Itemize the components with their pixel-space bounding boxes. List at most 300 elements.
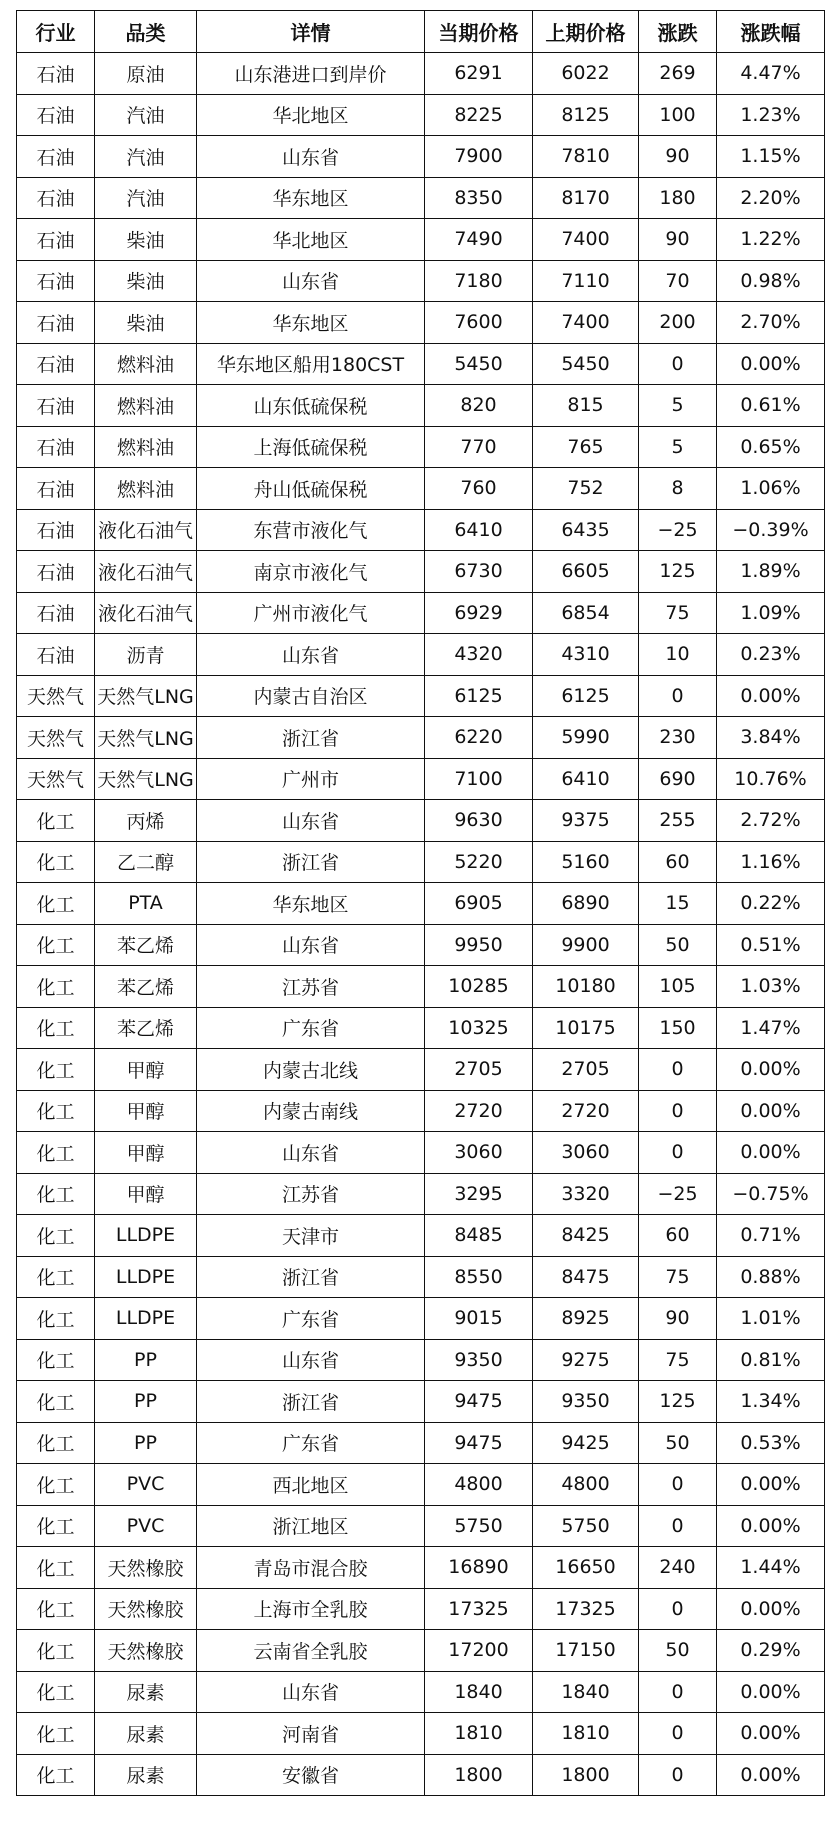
cell-detail: 舟山低硫保税 — [197, 468, 425, 510]
cell-previous-price: 6435 — [533, 509, 639, 551]
table-row — [17, 1007, 825, 1049]
cell-change: 8 — [639, 468, 717, 510]
cell-previous-price: 5990 — [533, 717, 639, 759]
cell-industry: 化工 — [17, 1215, 95, 1257]
cell-previous-price: 8425 — [533, 1215, 639, 1257]
cell-category: 苯乙烯 — [95, 924, 197, 966]
table-row — [17, 385, 825, 427]
cell-change: 200 — [639, 302, 717, 344]
cell-industry: 石油 — [17, 592, 95, 634]
cell-change-percent: 1.01% — [717, 1298, 825, 1340]
cell-change: 240 — [639, 1547, 717, 1589]
cell-change-percent: 4.47% — [717, 53, 825, 95]
cell-detail: 广州市液化气 — [197, 592, 425, 634]
cell-change: 0 — [639, 1713, 717, 1755]
cell-change-percent: 1.47% — [717, 1007, 825, 1049]
cell-change: 75 — [639, 1256, 717, 1298]
cell-industry: 化工 — [17, 800, 95, 842]
table-row — [17, 1422, 825, 1464]
header-industry: 行业 — [17, 11, 95, 53]
cell-change: 0 — [639, 1671, 717, 1713]
cell-change-percent: 0.22% — [717, 883, 825, 925]
cell-category: 尿素 — [95, 1671, 197, 1713]
cell-change-percent: 1.16% — [717, 841, 825, 883]
cell-category: PTA — [95, 883, 197, 925]
cell-previous-price: 815 — [533, 385, 639, 427]
table-row — [17, 1049, 825, 1091]
cell-category: 天然气LNG — [95, 758, 197, 800]
price-table-container — [16, 10, 824, 1796]
cell-industry: 化工 — [17, 841, 95, 883]
cell-previous-price: 16650 — [533, 1547, 639, 1589]
cell-previous-price: 6854 — [533, 592, 639, 634]
cell-change-percent: 0.00% — [717, 1090, 825, 1132]
cell-change: 0 — [639, 1132, 717, 1174]
cell-change-percent: 0.00% — [717, 1464, 825, 1506]
cell-current-price: 2720 — [425, 1090, 533, 1132]
cell-previous-price: 6890 — [533, 883, 639, 925]
cell-change: 10 — [639, 634, 717, 676]
cell-current-price: 3060 — [425, 1132, 533, 1174]
cell-detail: 江苏省 — [197, 966, 425, 1008]
cell-change: 70 — [639, 260, 717, 302]
price-table — [16, 10, 825, 1796]
table-row — [17, 634, 825, 676]
table-row — [17, 1173, 825, 1215]
cell-previous-price: 7110 — [533, 260, 639, 302]
cell-industry: 化工 — [17, 1505, 95, 1547]
cell-change-percent: −0.39% — [717, 509, 825, 551]
cell-industry: 石油 — [17, 302, 95, 344]
cell-change-percent: 1.23% — [717, 94, 825, 136]
cell-industry: 天然气 — [17, 717, 95, 759]
cell-change-percent: 3.84% — [717, 717, 825, 759]
cell-current-price: 760 — [425, 468, 533, 510]
cell-category: 液化石油气 — [95, 592, 197, 634]
cell-industry: 化工 — [17, 966, 95, 1008]
cell-change-percent: 0.00% — [717, 1049, 825, 1091]
cell-change-percent: 0.29% — [717, 1630, 825, 1672]
cell-change-percent: 0.00% — [717, 1588, 825, 1630]
cell-current-price: 6291 — [425, 53, 533, 95]
table-row — [17, 592, 825, 634]
cell-category: PP — [95, 1339, 197, 1381]
cell-change: 50 — [639, 924, 717, 966]
cell-industry: 化工 — [17, 1713, 95, 1755]
cell-change: 60 — [639, 1215, 717, 1257]
cell-current-price: 10285 — [425, 966, 533, 1008]
cell-industry: 化工 — [17, 1671, 95, 1713]
cell-current-price: 7180 — [425, 260, 533, 302]
cell-category: 燃料油 — [95, 468, 197, 510]
cell-industry: 化工 — [17, 1630, 95, 1672]
cell-detail: 华北地区 — [197, 219, 425, 261]
cell-change: 50 — [639, 1630, 717, 1672]
cell-current-price: 5450 — [425, 343, 533, 385]
table-row — [17, 343, 825, 385]
cell-category: 天然橡胶 — [95, 1588, 197, 1630]
cell-change: 60 — [639, 841, 717, 883]
table-row — [17, 1381, 825, 1423]
cell-previous-price: 17325 — [533, 1588, 639, 1630]
table-row — [17, 302, 825, 344]
cell-industry: 化工 — [17, 1173, 95, 1215]
cell-category: 燃料油 — [95, 385, 197, 427]
cell-current-price: 9950 — [425, 924, 533, 966]
cell-current-price: 4800 — [425, 1464, 533, 1506]
cell-current-price: 1840 — [425, 1671, 533, 1713]
cell-category: 燃料油 — [95, 343, 197, 385]
header-detail: 详情 — [197, 11, 425, 53]
cell-change: 255 — [639, 800, 717, 842]
cell-current-price: 8350 — [425, 177, 533, 219]
cell-category: 天然橡胶 — [95, 1630, 197, 1672]
cell-change: 125 — [639, 1381, 717, 1423]
cell-current-price: 5750 — [425, 1505, 533, 1547]
cell-industry: 天然气 — [17, 675, 95, 717]
cell-current-price: 8485 — [425, 1215, 533, 1257]
cell-category: 天然橡胶 — [95, 1547, 197, 1589]
cell-change-percent: 1.22% — [717, 219, 825, 261]
cell-change: 75 — [639, 1339, 717, 1381]
cell-industry: 化工 — [17, 1339, 95, 1381]
cell-change: 690 — [639, 758, 717, 800]
cell-previous-price: 7810 — [533, 136, 639, 178]
cell-category: 柴油 — [95, 302, 197, 344]
cell-industry: 石油 — [17, 94, 95, 136]
cell-change: 0 — [639, 1049, 717, 1091]
cell-category: 沥青 — [95, 634, 197, 676]
cell-category: 汽油 — [95, 177, 197, 219]
cell-change-percent: 0.53% — [717, 1422, 825, 1464]
cell-industry: 化工 — [17, 1754, 95, 1796]
table-row — [17, 1215, 825, 1257]
cell-change-percent: 0.00% — [717, 1754, 825, 1796]
cell-current-price: 9630 — [425, 800, 533, 842]
cell-current-price: 2705 — [425, 1049, 533, 1091]
cell-current-price: 8225 — [425, 94, 533, 136]
cell-detail: 山东省 — [197, 1132, 425, 1174]
cell-previous-price: 1840 — [533, 1671, 639, 1713]
cell-change-percent: 1.06% — [717, 468, 825, 510]
table-row — [17, 1339, 825, 1381]
cell-industry: 石油 — [17, 551, 95, 593]
cell-previous-price: 5160 — [533, 841, 639, 883]
cell-previous-price: 5750 — [533, 1505, 639, 1547]
cell-detail: 山东省 — [197, 136, 425, 178]
header-current-price: 当期价格 — [425, 11, 533, 53]
cell-category: 尿素 — [95, 1713, 197, 1755]
cell-category: 汽油 — [95, 94, 197, 136]
cell-change-percent: 0.00% — [717, 1713, 825, 1755]
cell-previous-price: 3060 — [533, 1132, 639, 1174]
cell-detail: 广东省 — [197, 1007, 425, 1049]
cell-category: 甲醇 — [95, 1049, 197, 1091]
cell-current-price: 7490 — [425, 219, 533, 261]
cell-change: 0 — [639, 1505, 717, 1547]
table-row — [17, 219, 825, 261]
cell-detail: 山东省 — [197, 800, 425, 842]
cell-category: 甲醇 — [95, 1173, 197, 1215]
cell-industry: 化工 — [17, 924, 95, 966]
table-row — [17, 136, 825, 178]
cell-previous-price: 4310 — [533, 634, 639, 676]
cell-change-percent: 0.00% — [717, 675, 825, 717]
cell-previous-price: 9375 — [533, 800, 639, 842]
table-row — [17, 1754, 825, 1796]
cell-change: 180 — [639, 177, 717, 219]
cell-change: 90 — [639, 136, 717, 178]
table-row — [17, 53, 825, 95]
cell-current-price: 10325 — [425, 1007, 533, 1049]
cell-previous-price: 6022 — [533, 53, 639, 95]
cell-category: 天然气LNG — [95, 717, 197, 759]
cell-detail: 上海市全乳胶 — [197, 1588, 425, 1630]
table-row — [17, 758, 825, 800]
cell-industry: 化工 — [17, 1547, 95, 1589]
cell-change-percent: 0.98% — [717, 260, 825, 302]
table-row — [17, 1588, 825, 1630]
cell-detail: 东营市液化气 — [197, 509, 425, 551]
table-row — [17, 468, 825, 510]
cell-category: LLDPE — [95, 1215, 197, 1257]
cell-change: 0 — [639, 1588, 717, 1630]
cell-change: 105 — [639, 966, 717, 1008]
cell-detail: 广东省 — [197, 1422, 425, 1464]
cell-industry: 化工 — [17, 1132, 95, 1174]
cell-previous-price: 8925 — [533, 1298, 639, 1340]
cell-industry: 石油 — [17, 426, 95, 468]
cell-change: 0 — [639, 1090, 717, 1132]
cell-change: −25 — [639, 1173, 717, 1215]
table-row — [17, 800, 825, 842]
cell-change: 100 — [639, 94, 717, 136]
table-body — [17, 53, 825, 1796]
cell-category: 苯乙烯 — [95, 1007, 197, 1049]
cell-industry: 石油 — [17, 219, 95, 261]
cell-previous-price: 10180 — [533, 966, 639, 1008]
cell-change-percent: 0.65% — [717, 426, 825, 468]
cell-previous-price: 9350 — [533, 1381, 639, 1423]
cell-category: 乙二醇 — [95, 841, 197, 883]
cell-previous-price: 9900 — [533, 924, 639, 966]
cell-change-percent: −0.75% — [717, 1173, 825, 1215]
cell-detail: 西北地区 — [197, 1464, 425, 1506]
cell-detail: 广东省 — [197, 1298, 425, 1340]
cell-current-price: 9015 — [425, 1298, 533, 1340]
cell-industry: 天然气 — [17, 758, 95, 800]
cell-category: 甲醇 — [95, 1090, 197, 1132]
cell-current-price: 8550 — [425, 1256, 533, 1298]
cell-current-price: 1800 — [425, 1754, 533, 1796]
cell-detail: 华东地区 — [197, 177, 425, 219]
cell-change: 5 — [639, 385, 717, 427]
cell-detail: 浙江省 — [197, 717, 425, 759]
cell-current-price: 17200 — [425, 1630, 533, 1672]
cell-change: 90 — [639, 219, 717, 261]
cell-industry: 化工 — [17, 1464, 95, 1506]
table-row — [17, 1132, 825, 1174]
cell-detail: 内蒙古南线 — [197, 1090, 425, 1132]
cell-detail: 浙江省 — [197, 841, 425, 883]
cell-previous-price: 7400 — [533, 219, 639, 261]
cell-category: 液化石油气 — [95, 509, 197, 551]
table-row — [17, 1713, 825, 1755]
table-row — [17, 1464, 825, 1506]
cell-change-percent: 1.09% — [717, 592, 825, 634]
cell-change: 269 — [639, 53, 717, 95]
cell-previous-price: 1800 — [533, 1754, 639, 1796]
cell-change-percent: 0.81% — [717, 1339, 825, 1381]
table-row — [17, 924, 825, 966]
cell-change-percent: 0.23% — [717, 634, 825, 676]
table-row — [17, 966, 825, 1008]
cell-detail: 山东省 — [197, 260, 425, 302]
cell-current-price: 5220 — [425, 841, 533, 883]
cell-industry: 石油 — [17, 385, 95, 427]
table-row — [17, 551, 825, 593]
table-row — [17, 883, 825, 925]
cell-change: 5 — [639, 426, 717, 468]
cell-previous-price: 8170 — [533, 177, 639, 219]
cell-change-percent: 2.20% — [717, 177, 825, 219]
cell-current-price: 4320 — [425, 634, 533, 676]
cell-detail: 云南省全乳胶 — [197, 1630, 425, 1672]
cell-detail: 山东省 — [197, 1671, 425, 1713]
cell-previous-price: 1810 — [533, 1713, 639, 1755]
cell-change-percent: 1.03% — [717, 966, 825, 1008]
cell-current-price: 17325 — [425, 1588, 533, 1630]
cell-category: PVC — [95, 1505, 197, 1547]
cell-category: 原油 — [95, 53, 197, 95]
table-row — [17, 1547, 825, 1589]
cell-industry: 化工 — [17, 883, 95, 925]
cell-current-price: 9475 — [425, 1381, 533, 1423]
cell-category: 柴油 — [95, 219, 197, 261]
cell-current-price: 7100 — [425, 758, 533, 800]
table-row — [17, 1630, 825, 1672]
cell-previous-price: 7400 — [533, 302, 639, 344]
cell-industry: 石油 — [17, 177, 95, 219]
table-row — [17, 1090, 825, 1132]
cell-change-percent: 1.89% — [717, 551, 825, 593]
cell-change-percent: 0.00% — [717, 1132, 825, 1174]
cell-detail: 华东地区船用180CST — [197, 343, 425, 385]
cell-detail: 安徽省 — [197, 1754, 425, 1796]
cell-change-percent: 1.34% — [717, 1381, 825, 1423]
cell-detail: 内蒙古北线 — [197, 1049, 425, 1091]
cell-detail: 天津市 — [197, 1215, 425, 1257]
table-row — [17, 1298, 825, 1340]
cell-change-percent: 0.71% — [717, 1215, 825, 1257]
cell-detail: 山东低硫保税 — [197, 385, 425, 427]
cell-industry: 石油 — [17, 343, 95, 385]
cell-change: 15 — [639, 883, 717, 925]
cell-detail: 山东港进口到岸价 — [197, 53, 425, 95]
cell-change: 125 — [639, 551, 717, 593]
table-row — [17, 1671, 825, 1713]
cell-detail: 南京市液化气 — [197, 551, 425, 593]
cell-change-percent: 0.00% — [717, 1505, 825, 1547]
cell-detail: 山东省 — [197, 634, 425, 676]
cell-previous-price: 6605 — [533, 551, 639, 593]
cell-previous-price: 8475 — [533, 1256, 639, 1298]
table-row — [17, 509, 825, 551]
cell-category: PP — [95, 1422, 197, 1464]
cell-industry: 化工 — [17, 1049, 95, 1091]
cell-detail: 浙江省 — [197, 1381, 425, 1423]
cell-industry: 石油 — [17, 136, 95, 178]
cell-current-price: 6905 — [425, 883, 533, 925]
cell-previous-price: 2720 — [533, 1090, 639, 1132]
cell-detail: 浙江省 — [197, 1256, 425, 1298]
cell-detail: 河南省 — [197, 1713, 425, 1755]
cell-change: 150 — [639, 1007, 717, 1049]
cell-category: PP — [95, 1381, 197, 1423]
cell-industry: 化工 — [17, 1588, 95, 1630]
cell-industry: 化工 — [17, 1381, 95, 1423]
cell-detail: 华东地区 — [197, 302, 425, 344]
cell-previous-price: 3320 — [533, 1173, 639, 1215]
cell-previous-price: 9275 — [533, 1339, 639, 1381]
header-change-percent: 涨跌幅 — [717, 11, 825, 53]
cell-change-percent: 0.88% — [717, 1256, 825, 1298]
cell-change-percent: 2.70% — [717, 302, 825, 344]
cell-industry: 石油 — [17, 509, 95, 551]
header-previous-price: 上期价格 — [533, 11, 639, 53]
cell-detail: 浙江地区 — [197, 1505, 425, 1547]
cell-previous-price: 10175 — [533, 1007, 639, 1049]
cell-change-percent: 1.15% — [717, 136, 825, 178]
cell-industry: 化工 — [17, 1256, 95, 1298]
cell-detail: 山东省 — [197, 1339, 425, 1381]
cell-previous-price: 765 — [533, 426, 639, 468]
cell-previous-price: 17150 — [533, 1630, 639, 1672]
table-row — [17, 260, 825, 302]
table-header-row — [17, 11, 825, 53]
cell-detail: 青岛市混合胶 — [197, 1547, 425, 1589]
cell-category: PVC — [95, 1464, 197, 1506]
cell-current-price: 820 — [425, 385, 533, 427]
cell-category: LLDPE — [95, 1256, 197, 1298]
cell-current-price: 6929 — [425, 592, 533, 634]
cell-change-percent: 0.51% — [717, 924, 825, 966]
cell-change: 50 — [639, 1422, 717, 1464]
cell-detail: 上海低硫保税 — [197, 426, 425, 468]
cell-detail: 内蒙古自治区 — [197, 675, 425, 717]
table-row — [17, 426, 825, 468]
cell-change-percent: 0.61% — [717, 385, 825, 427]
cell-industry: 石油 — [17, 260, 95, 302]
cell-current-price: 9350 — [425, 1339, 533, 1381]
cell-change: 0 — [639, 1464, 717, 1506]
cell-change: 90 — [639, 1298, 717, 1340]
cell-change-percent: 10.76% — [717, 758, 825, 800]
table-row — [17, 717, 825, 759]
cell-detail: 山东省 — [197, 924, 425, 966]
cell-category: 液化石油气 — [95, 551, 197, 593]
cell-category: 燃料油 — [95, 426, 197, 468]
cell-current-price: 16890 — [425, 1547, 533, 1589]
cell-previous-price: 2705 — [533, 1049, 639, 1091]
cell-category: 尿素 — [95, 1754, 197, 1796]
cell-industry: 化工 — [17, 1090, 95, 1132]
header-change: 涨跌 — [639, 11, 717, 53]
table-row — [17, 177, 825, 219]
cell-detail: 江苏省 — [197, 1173, 425, 1215]
cell-change: −25 — [639, 509, 717, 551]
cell-category: LLDPE — [95, 1298, 197, 1340]
